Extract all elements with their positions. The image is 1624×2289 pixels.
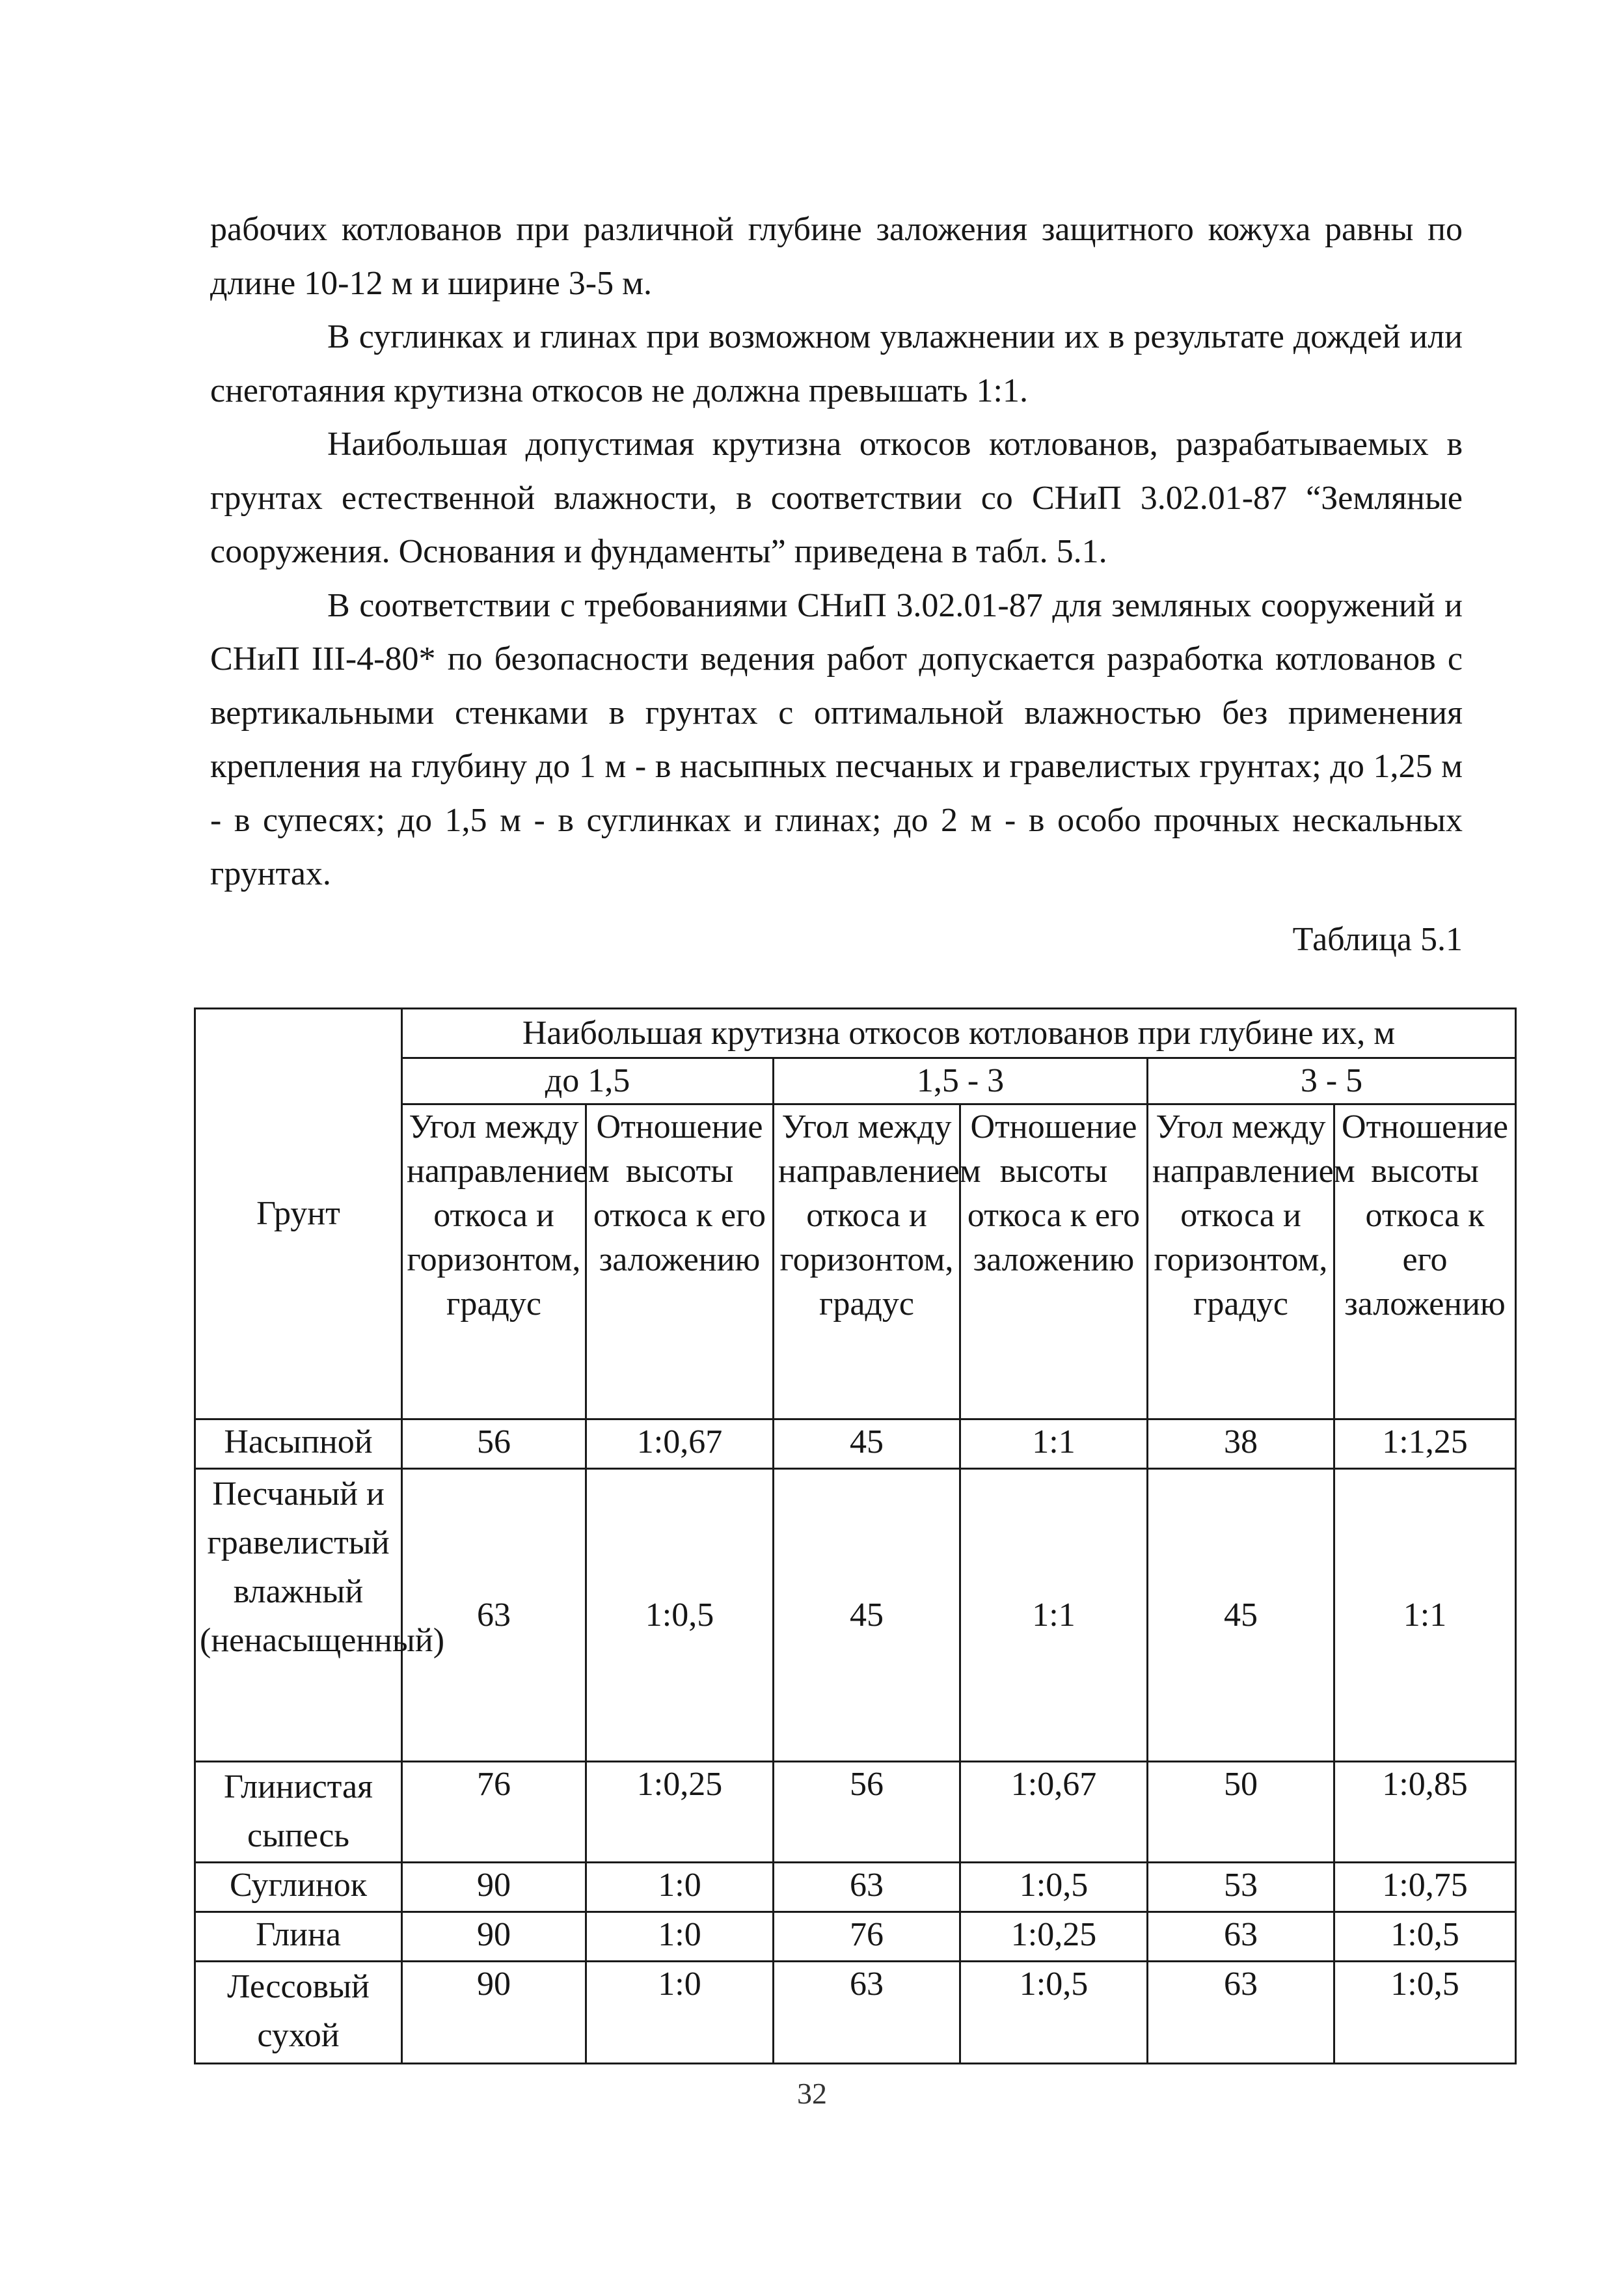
value-cell: 56 [402,1419,586,1469]
sub-header: Угол между направлением откоса и горизонтом, градус [1148,1104,1334,1419]
soil-cell: Лессовый сухой [195,1962,402,2064]
value-cell: 45 [774,1419,960,1469]
table-row [195,1419,1516,1469]
soil-cell: Глинистая сыпесь [195,1762,402,1863]
paragraph: В суглинках и глинах при возможном увлажнении их в результате дождей или снеготаяния крутизна откосов не должна превышать 1:1. [210,318,1463,409]
value-cell: 90 [402,1962,586,2064]
value-cell: 1:0,5 [1334,1912,1516,1962]
value-cell: 1:0 [586,1863,774,1912]
value-cell: 1:0,75 [1334,1863,1516,1912]
table-row [195,1912,1516,1962]
value-cell: 45 [1148,1469,1334,1762]
value-cell: 1:0,25 [586,1762,774,1863]
value-cell: 1:0 [586,1912,774,1962]
value-cell: 1:1 [960,1419,1148,1469]
value-cell: 63 [774,1962,960,2064]
value-cell: 63 [1148,1962,1334,2064]
page-number: 32 [797,2077,827,2110]
table-row [195,1962,1516,2064]
value-cell: 1:1 [960,1469,1148,1762]
value-cell: 56 [774,1762,960,1863]
value-cell: 76 [402,1762,586,1863]
sub-header: Отношение высоты откоса к его заложению [586,1104,774,1419]
soil-header: Грунт [195,1009,402,1419]
value-cell: 1:0,5 [586,1469,774,1762]
header-row-main [195,1009,1516,1058]
value-cell: 1:0 [586,1962,774,2064]
paragraph: В соответствии с требованиями СНиП 3.02.01-87 для земляных сооружений и СНиП III-4-80* по безопасности ведения работ допускается разработка котлованов с вертикальными стенками в грунтах с оптимальной влажностью без применения крепления на глубину до 1 м - в насыпных песчаных и гравелистых грунтах; до 1,25 м - в супесях; до 1,5 м - в суглинках и глинах; до 2 м - в особо прочных нескальных грунтах. [210,586,1463,892]
soil-cell: Песчаный и гравелистый влажный (ненасыщенный) [195,1469,402,1762]
value-cell: 50 [1148,1762,1334,1863]
table-row [195,1863,1516,1912]
value-cell: 76 [774,1912,960,1962]
depth-header: 1,5 - 3 [774,1058,1148,1104]
depth-header: 3 - 5 [1148,1058,1516,1104]
value-cell: 1:0,5 [960,1863,1148,1912]
sub-header: Угол между направлением откоса и горизонтом, градус [402,1104,586,1419]
value-cell: 90 [402,1912,586,1962]
slope-table [194,1007,1517,2064]
value-cell: 1:1 [1334,1469,1516,1762]
table-row [195,1762,1516,1863]
value-cell: 63 [402,1469,586,1762]
value-cell: 1:0,5 [960,1962,1148,2064]
sub-header: Отношение высоты откоса к его заложению [1334,1104,1516,1419]
sub-header: Отношение высоты откоса к его заложению [960,1104,1148,1419]
sub-header: Угол между направлением откоса и горизонтом, градус [774,1104,960,1419]
value-cell: 1:0,67 [586,1419,774,1469]
soil-cell: Глина [195,1912,402,1962]
value-cell: 63 [1148,1912,1334,1962]
value-cell: 1:1,25 [1334,1419,1516,1469]
paragraph: рабочих котлованов при различной глубине заложения защитного кожуха равны по длине 10-12 м и ширине 3-5 м. [210,211,1463,302]
value-cell: 53 [1148,1863,1334,1912]
value-cell: 1:0,67 [960,1762,1148,1863]
value-cell: 1:0,5 [1334,1962,1516,2064]
value-cell: 1:0,25 [960,1912,1148,1962]
soil-cell: Насыпной [195,1419,402,1469]
main-header: Наибольшая крутизна откосов котлованов при глубине их, м [402,1009,1516,1058]
paragraph: Наибольшая допустимая крутизна откосов котлованов, разрабатываемых в грунтах естественной влажности, в соответствии со СНиП 3.02.01-87 “Земляные сооружения. Основания и фундаменты” приведена в табл. 5.1. [210,426,1463,570]
depth-header: до 1,5 [402,1058,774,1104]
table-row [195,1469,1516,1762]
value-cell: 45 [774,1469,960,1762]
body-text [210,203,1463,901]
value-cell: 38 [1148,1419,1334,1469]
value-cell: 1:0,85 [1334,1762,1516,1863]
table-caption: Таблица 5.1 [1292,921,1463,958]
value-cell: 63 [774,1863,960,1912]
soil-cell: Суглинок [195,1863,402,1912]
value-cell: 90 [402,1863,586,1912]
